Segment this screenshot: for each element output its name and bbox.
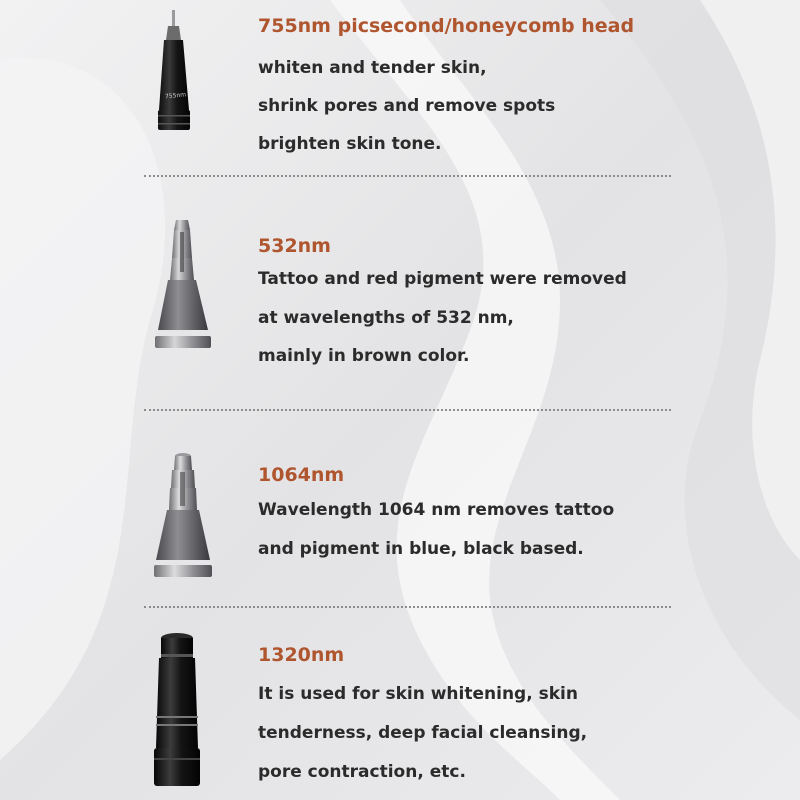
description-line: brighten skin tone.	[258, 134, 442, 154]
description-line: and pigment in blue, black based.	[258, 539, 584, 559]
black-1320nm-handpiece-icon	[146, 628, 208, 793]
description-line: mainly in brown color.	[258, 346, 470, 366]
description-line: at wavelengths of 532 nm,	[258, 308, 514, 328]
section-title: 532nm	[258, 235, 331, 257]
section-title: 1064nm	[258, 464, 345, 486]
device-label: 755nm	[164, 91, 187, 101]
description-line: Tattoo and red pigment were removed	[258, 269, 627, 289]
description-line: whiten and tender skin,	[258, 58, 487, 78]
description-line: tenderness, deep facial cleansing,	[258, 723, 588, 743]
description-line: shrink pores and remove spots	[258, 96, 556, 116]
section-title: 1320nm	[258, 644, 345, 666]
description-line: Wavelength 1064 nm removes tattoo	[258, 500, 615, 520]
section-title: 755nm picsecond/honeycomb head	[258, 15, 635, 37]
description-line: It is used for skin whitening, skin	[258, 684, 578, 704]
description-line: pore contraction, etc.	[258, 762, 466, 782]
